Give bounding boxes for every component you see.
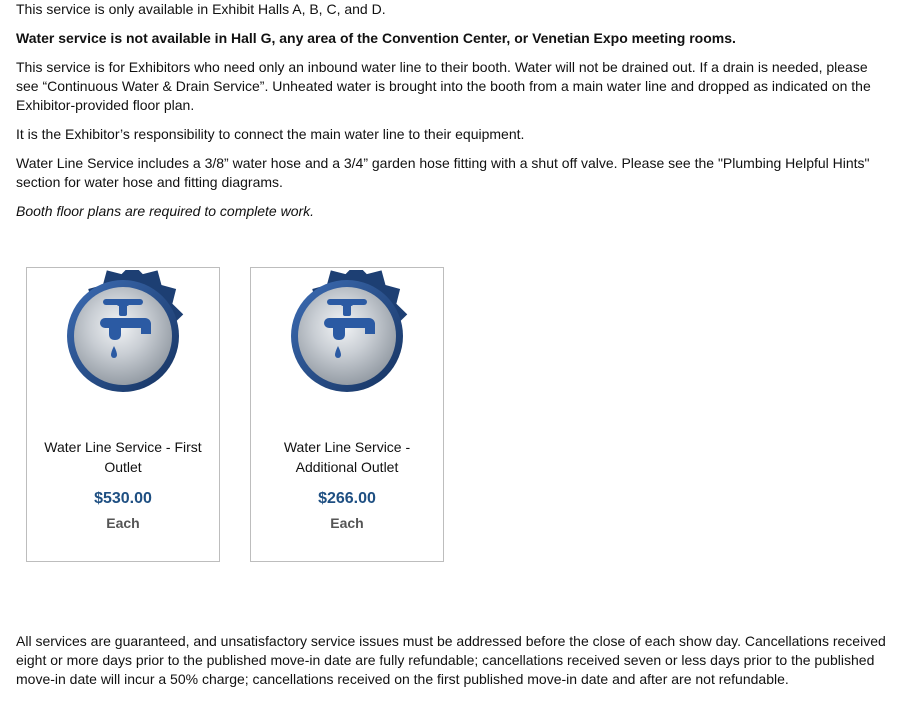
product-price: $266.00 (318, 490, 376, 507)
service-description (16, 0, 890, 231)
water-faucet-icon (57, 270, 189, 402)
product-card-additional-outlet[interactable] (250, 267, 444, 562)
product-unit: Each (330, 515, 364, 531)
product-unit: Each (106, 515, 140, 531)
service-description-text: This service is for Exhibitors who need only an inbound water line to their booth. Water will not be drained out. If a drain is needed, please see “Continuous Water & Drain Service”. Unheated water is brought into the booth from a main water line and dropped as indicated on the Exhibitor-provided floor plan. (16, 59, 871, 113)
floor-plan-note: Booth floor plans are required to complete work. (16, 203, 315, 219)
cancellation-policy: All services are guaranteed, and unsatisfactory service issues must be addressed before the close of each show day. Cancellations received eight or more days prior to the published move-in date are fully refundable; cancellations received seven or less days prior to the published move-in date will incur a 50% charge; cancellations received on the first published move-in date and after are not refundable. (16, 633, 886, 687)
product-title[interactable]: Water Line Service - Additional Outlet (283, 439, 411, 475)
product-card-first-outlet[interactable] (26, 267, 220, 562)
responsibility-note: It is the Exhibitor’s responsibility to connect the main water line to their equipment. (16, 126, 525, 142)
unavailable-warning: Water service is not available in Hall G, any area of the Convention Center, or Venetian Expo meeting rooms. (16, 30, 736, 46)
product-title[interactable]: Water Line Service - First Outlet (44, 439, 202, 475)
product-price: $530.00 (94, 490, 152, 507)
includes-note: Water Line Service includes a 3/8” water hose and a 3/4” garden hose fitting with a shut off valve. Please see the "Plumbing Helpful Hints" section for water hose and fitting diagrams. (16, 155, 870, 190)
availability-note: This service is only available in Exhibit Halls A, B, C, and D. (16, 1, 386, 17)
water-faucet-icon (281, 270, 413, 402)
